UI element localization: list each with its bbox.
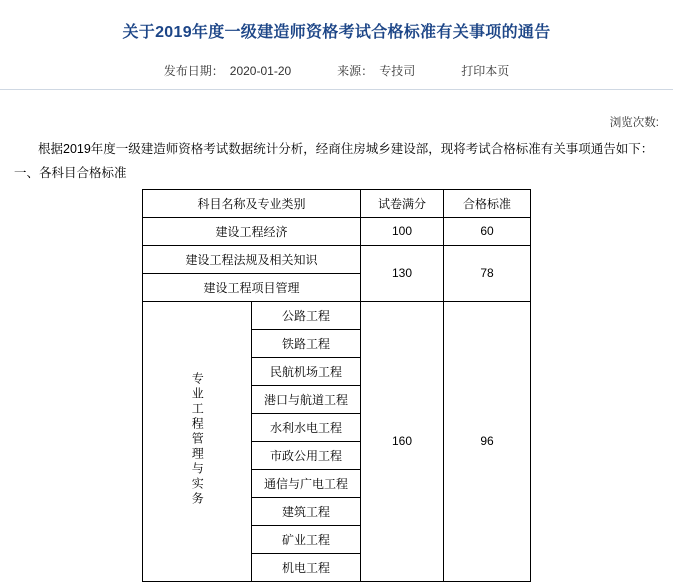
header-full-score: 试卷满分	[361, 189, 444, 217]
full-score-value: 160	[361, 301, 444, 581]
publish-date-value: 2020-01-20	[229, 64, 292, 79]
table-row	[143, 301, 531, 329]
score-table	[142, 189, 531, 582]
score-table-wrapper	[0, 187, 673, 582]
subject-name: 建设工程项目管理	[143, 273, 361, 301]
table-header-row	[143, 189, 531, 217]
full-score-value: 130	[361, 245, 444, 301]
subject-name: 建设工程法规及相关知识	[143, 245, 361, 273]
page-title: 关于2019年度一级建造师资格考试合格标准有关事项的通告	[122, 24, 551, 41]
source	[337, 62, 415, 79]
subject-name: 通信与广电工程	[252, 469, 361, 497]
subject-name: 公路工程	[252, 301, 361, 329]
publish-date-label: 发布日期：	[163, 64, 224, 79]
header-subject: 科目名称及专业类别	[143, 189, 361, 217]
table-row	[143, 245, 531, 273]
subject-name: 水利水电工程	[252, 413, 361, 441]
section-heading: 一、各科目合格标准	[14, 166, 127, 181]
practice-group-label: 专业工程管理与实务	[143, 301, 252, 581]
subject-name: 民航机场工程	[252, 357, 361, 385]
subject-name: 矿业工程	[252, 525, 361, 553]
intro-paragraph: 根据2019年度一级建造师资格考试数据统计分析，经商住房城乡建设部，现将考试合格标准有关事项通告如下：	[38, 142, 654, 157]
print-page-link[interactable]: 打印本页	[461, 64, 510, 79]
subject-name: 港口与航道工程	[252, 385, 361, 413]
publish-date	[164, 62, 291, 79]
pass-score-value: 96	[444, 301, 531, 581]
subject-name: 机电工程	[252, 553, 361, 581]
print-page[interactable]	[461, 62, 509, 79]
subject-name: 铁路工程	[252, 329, 361, 357]
source-label: 来源：	[337, 64, 374, 79]
subject-name: 市政公用工程	[252, 441, 361, 469]
document-meta	[0, 58, 673, 89]
source-value: 专技司	[379, 64, 416, 79]
pass-score-value: 78	[444, 245, 531, 301]
view-count: 浏览次数:	[609, 117, 659, 130]
subject-name: 建筑工程	[252, 497, 361, 525]
pass-score-value: 60	[444, 217, 531, 245]
full-score-value: 100	[361, 217, 444, 245]
subject-name: 建设工程经济	[143, 217, 361, 245]
header-pass-score: 合格标准	[444, 189, 531, 217]
table-row	[143, 217, 531, 245]
